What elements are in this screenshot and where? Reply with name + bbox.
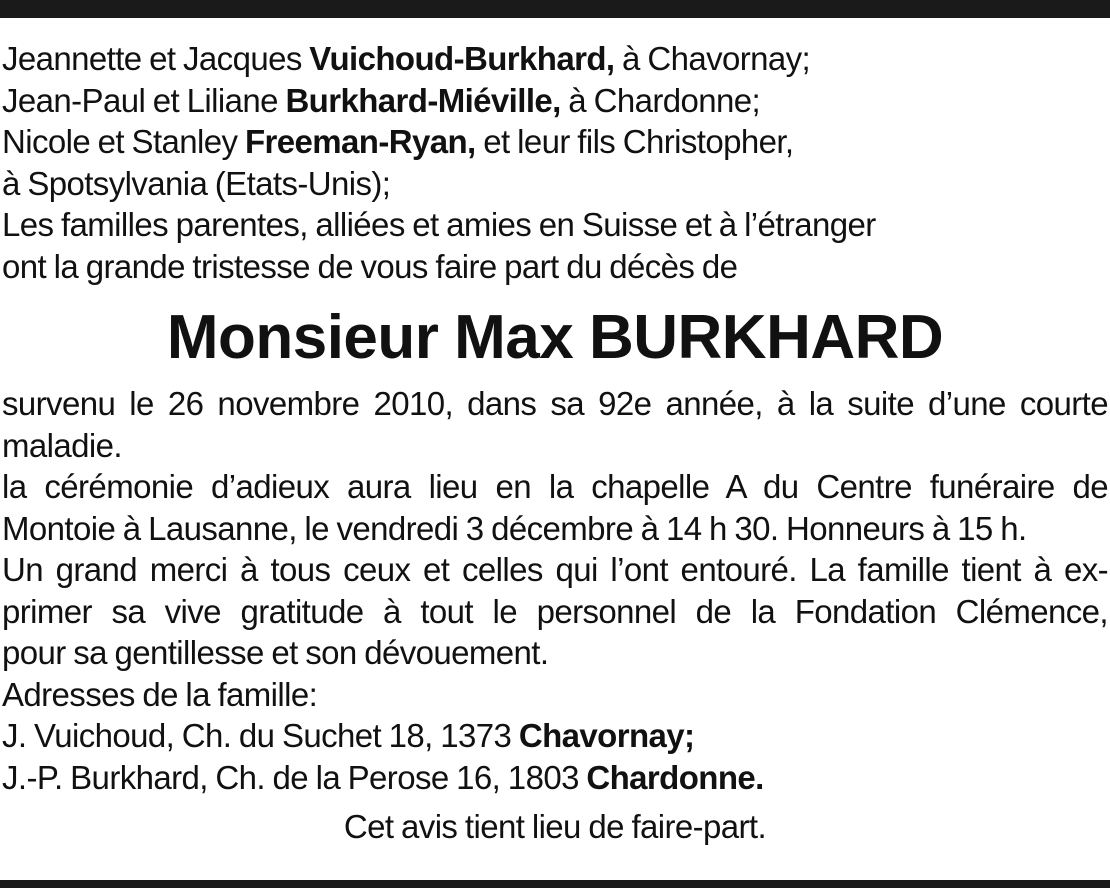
family-members: Nicole et Stanley xyxy=(2,123,245,160)
family-members: Jean-Paul et Liliane xyxy=(2,81,286,119)
addresses-heading: Adresses de la famille: xyxy=(2,675,318,713)
top-rule xyxy=(0,0,1110,18)
thanks-line-3: pour sa gentillesse et son dévouement. xyxy=(2,634,549,671)
family-line-1 xyxy=(2,38,1108,80)
family-surname: Freeman-Ryan, xyxy=(245,123,476,160)
family-surname: Burkhard-Miéville, xyxy=(285,81,561,119)
bottom-rule xyxy=(0,880,1110,888)
closing-note: Cet avis tient lieu de faire-part. xyxy=(343,808,767,845)
death-line-1: survenu le 26 novembre 2010, dans sa 92e année, à la suite d’une courte xyxy=(2,385,1108,422)
family-place: et leur fils Christopher, xyxy=(475,123,794,160)
deceased-name: Monsieur Max BURKHARD xyxy=(166,303,944,372)
address-line-1 xyxy=(2,715,1108,757)
family-line-3 xyxy=(2,121,1108,163)
thanks-line-2: primer sa vive gratitude à tout le personnel de la Fondation Clémence, xyxy=(2,592,1108,630)
ceremony-line-1: la cérémonie d’adieux aura lieu en la chapelle A du Centre funéraire de xyxy=(2,468,1108,505)
address-town: Chavornay; xyxy=(518,717,695,754)
family-place: à Chardonne; xyxy=(560,81,761,119)
family-line-2 xyxy=(2,80,1108,122)
family-surname: Vuichoud-Burkhard, xyxy=(309,40,615,77)
thanks-line-1: Un grand merci à tous ceux et celles qui l’ont entouré. La famille tient à ex- xyxy=(2,551,1108,588)
family-place-line: à Spotsylvania (Etats-Unis); xyxy=(2,164,391,202)
family-members: Jeannette et Jacques xyxy=(2,40,310,77)
obituary-notice xyxy=(2,38,1108,848)
address-street: J. Vuichoud, Ch. du Suchet 18, 1373 xyxy=(2,717,519,754)
ceremony-line-2: Montoie à Lausanne, le vendredi 3 décembre à 14 h 30. Honneurs à 15 h. xyxy=(2,509,1027,547)
announcement-line: ont la grande tristesse de vous faire part du décès de xyxy=(2,247,738,285)
relatives-line: Les familles parentes, alliées et amies en Suisse et à l’étranger xyxy=(2,206,876,243)
address-line-2 xyxy=(2,757,1108,799)
death-line-2: maladie. xyxy=(2,426,122,464)
address-town: Chardonne. xyxy=(586,758,764,796)
address-street: J.-P. Burkhard, Ch. de la Perose 16, 1803 xyxy=(2,758,587,796)
family-place: à Chavornay; xyxy=(614,40,811,77)
